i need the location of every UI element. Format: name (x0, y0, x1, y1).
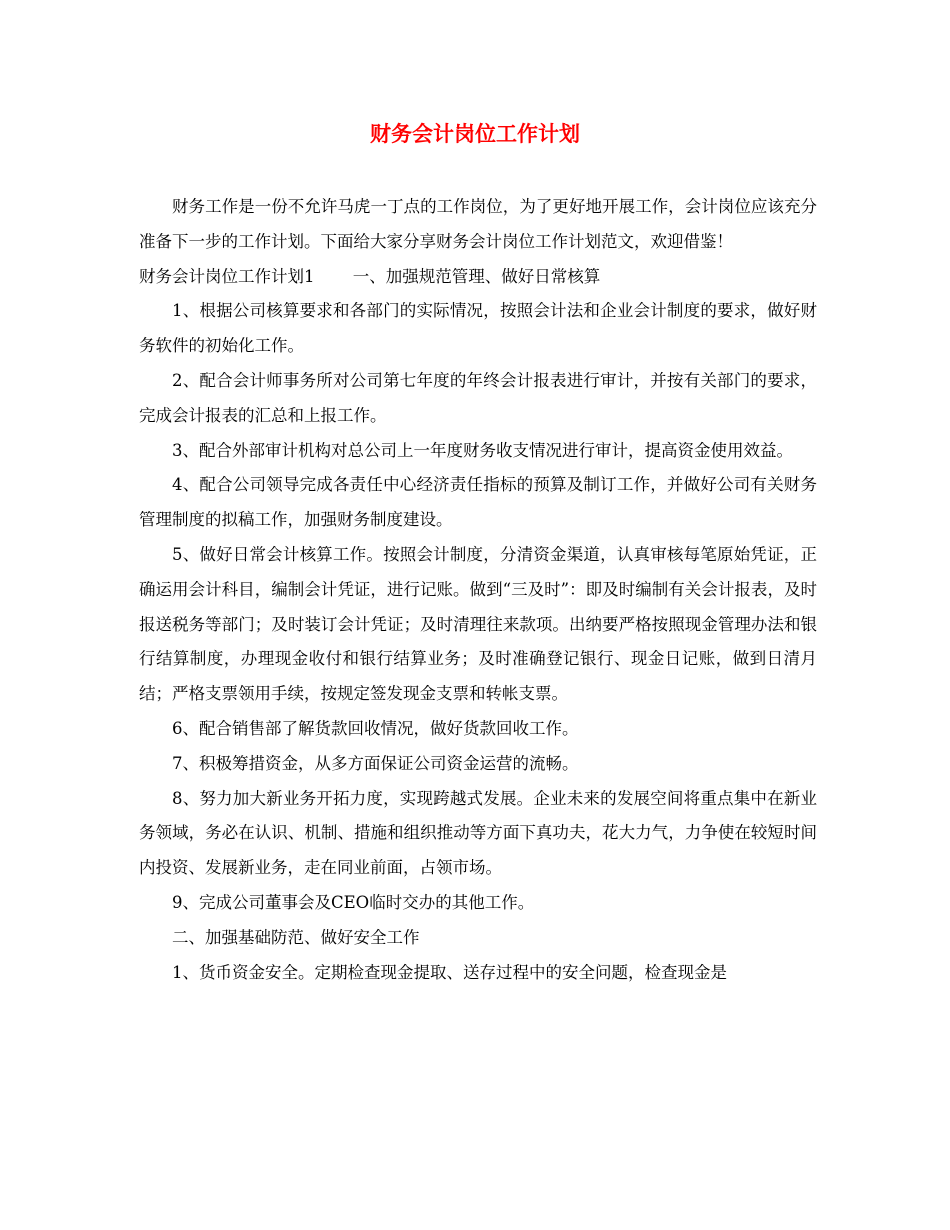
document-title: 财务会计岗位工作计划 (370, 121, 580, 146)
intro-paragraph: 财务工作是一份不允许马虎一丁点的工作岗位，为了更好地开展工作，会计岗位应该充分准备下一步的工作计划。下面给大家分享财务会计岗位工作计划范文，欢迎借鉴！ (139, 197, 817, 251)
body-paragraph: 7、积极筹措资金，从多方面保证公司资金运营的流畅。 (172, 753, 579, 773)
body-paragraph: 8、努力加大新业务开拓力度，实现跨越式发展。企业未来的发展空间将重点集中在新业务领域，务必在认识、机制、措施和组织推动等方面下真功夫，花大力气，力争使在较短时间内投资、发展新业务，走在同业前面，占领市场。 (139, 788, 817, 878)
body-paragraph: 4、配合公司领导完成各责任中心经济责任指标的预算及制订工作，并做好公司有关财务管理制度的拟稿工作，加强财务制度建设。 (139, 475, 817, 530)
section-heading-paragraph: 财务会计岗位工作计划1 一、加强规范管理、做好日常核算 (139, 266, 601, 286)
body-paragraph: 1、货币资金安全。定期检查现金提取、送存过程中的安全问题，检查现金是 (172, 962, 727, 982)
body-paragraph: 2、配合会计师事务所对公司第七年度的年终会计报表进行审计，并按有关部门的要求，完成会计报表的汇总和上报工作。 (139, 370, 817, 425)
body-paragraph: 1、根据公司核算要求和各部门的实际情况，按照会计法和企业会计制度的要求，做好财务软件的初始化工作。 (139, 301, 817, 356)
body-paragraph: 6、配合销售部了解货款回收情况，做好货款回收工作。 (172, 718, 579, 738)
document-body (139, 190, 817, 990)
section-heading: 二、加强基础防范、做好安全工作 (172, 927, 420, 947)
body-paragraph: 5、做好日常会计核算工作。按照会计制度，分清资金渠道，认真审核每笔原始凭证，正确运用会计科目，编制会计凭证，进行记账。做到“三及时”：即及时编制有关会计报表，及时报送税务等部门；及时装订会计凭证；及时清理往来款项。出纳要严格按照现金管理办法和银行结算制度，办理现金收付和银行结算业务；及时准确登记银行、现金日记账，做到日清月结；严格支票领用手续，按规定签发现金支票和转帐支票。 (139, 544, 817, 704)
body-paragraph: 3、配合外部审计机构对总公司上一年度财务收支情况进行审计，提高资金使用效益。 (172, 440, 793, 460)
body-paragraph: 9、完成公司董事会及CEO临时交办的其他工作。 (172, 892, 535, 912)
